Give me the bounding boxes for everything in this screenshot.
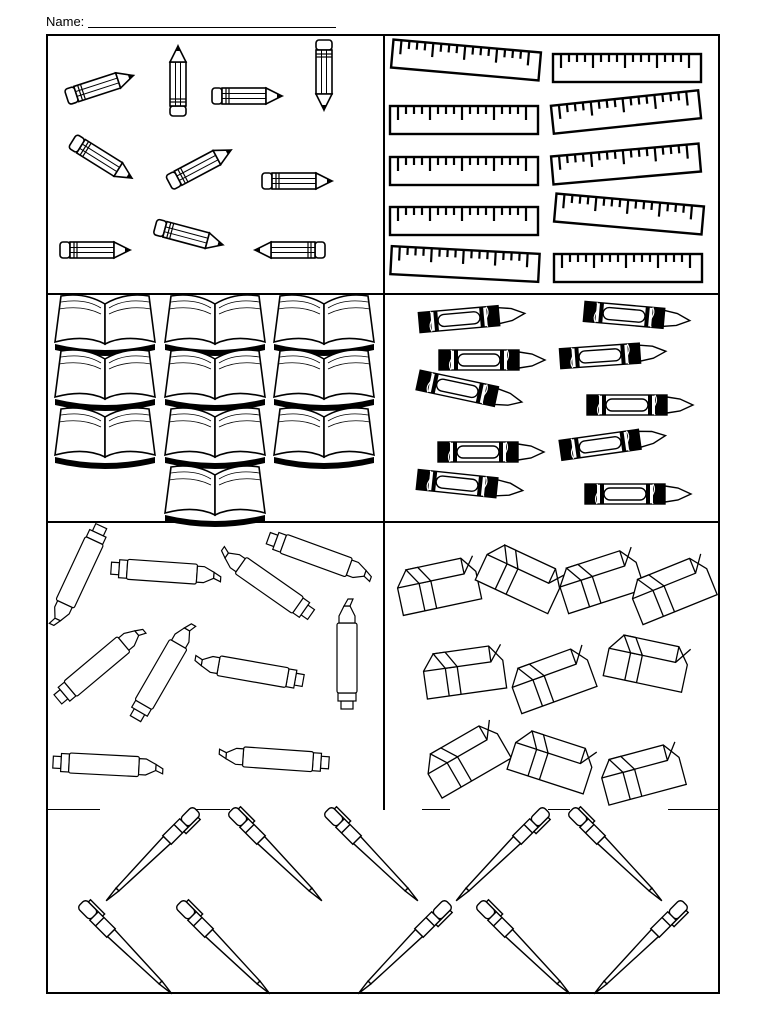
pencil-icon — [68, 134, 138, 186]
pen-icon — [77, 897, 178, 998]
ruler-icon — [390, 106, 538, 134]
eraser-icon — [420, 720, 511, 798]
book-icon — [55, 295, 155, 356]
pencil-icon — [262, 173, 334, 189]
eraser-icon — [507, 727, 597, 794]
highlighter-section — [46, 522, 375, 778]
crayon-icon — [559, 426, 667, 461]
book-icon — [55, 408, 155, 469]
ruler-icon — [553, 54, 701, 82]
book-icon — [274, 408, 374, 469]
pen-icon — [354, 899, 455, 1000]
ruler-icon — [391, 40, 541, 81]
pencil-icon — [60, 242, 132, 258]
crayon-icon — [439, 350, 545, 370]
eraser-icon — [421, 644, 506, 699]
pencil-icon — [153, 219, 227, 253]
pencil-icon — [253, 242, 325, 258]
crayon-icon — [416, 370, 524, 412]
pen-icon — [452, 806, 553, 907]
ruler-icon — [390, 157, 538, 185]
pen-section — [77, 804, 691, 1000]
pen-icon — [227, 804, 328, 905]
eraser-icon — [507, 645, 597, 714]
pencil-icon — [64, 67, 137, 104]
highlighter-icon — [337, 599, 357, 709]
book-icon — [274, 350, 374, 411]
pencil-icon — [212, 88, 284, 104]
crayon-icon — [587, 395, 693, 415]
pen-icon — [475, 897, 576, 998]
highlighter-icon — [218, 745, 329, 773]
ruler-icon — [551, 144, 701, 185]
pencil-section — [60, 40, 334, 258]
eraser-section — [394, 540, 717, 805]
name-label-text: Name: — [46, 14, 85, 29]
eraser-icon — [603, 633, 690, 693]
book-section — [55, 295, 374, 527]
pencil-icon — [316, 40, 332, 112]
pen-icon — [567, 804, 668, 905]
ruler-icon — [390, 207, 538, 235]
crayon-icon — [559, 341, 666, 368]
ruler-icon — [554, 254, 702, 282]
crayon-icon — [418, 303, 525, 332]
eraser-icon — [627, 554, 718, 625]
highlighter-icon — [265, 529, 375, 585]
pen-icon — [323, 804, 424, 905]
highlighter-icon — [193, 652, 305, 691]
crayon-icon — [585, 484, 691, 504]
crayon-icon — [438, 442, 544, 462]
pen-icon — [102, 806, 203, 907]
highlighter-icon — [110, 558, 221, 586]
ruler-icon — [551, 90, 701, 133]
highlighter-icon — [46, 522, 111, 630]
book-icon — [274, 295, 374, 356]
book-icon — [165, 408, 265, 469]
eraser-icon — [555, 547, 645, 614]
crayon-icon — [416, 470, 524, 501]
ruler-icon — [390, 246, 539, 282]
pen-icon — [590, 899, 691, 1000]
crayon-section — [416, 301, 693, 504]
eraser-icon — [394, 556, 481, 616]
pen-icon — [175, 897, 276, 998]
eraser-icon — [598, 742, 687, 805]
book-icon — [165, 295, 265, 356]
pencil-icon — [165, 142, 236, 190]
crayon-icon — [583, 301, 690, 330]
highlighter-icon — [51, 621, 148, 707]
eraser-icon — [475, 540, 566, 614]
highlighter-icon — [53, 752, 164, 778]
ruler-icon — [554, 194, 704, 235]
book-icon — [165, 350, 265, 411]
pencil-icon — [170, 44, 186, 116]
book-icon — [165, 466, 265, 527]
book-icon — [55, 350, 155, 411]
ruler-section — [390, 40, 704, 282]
